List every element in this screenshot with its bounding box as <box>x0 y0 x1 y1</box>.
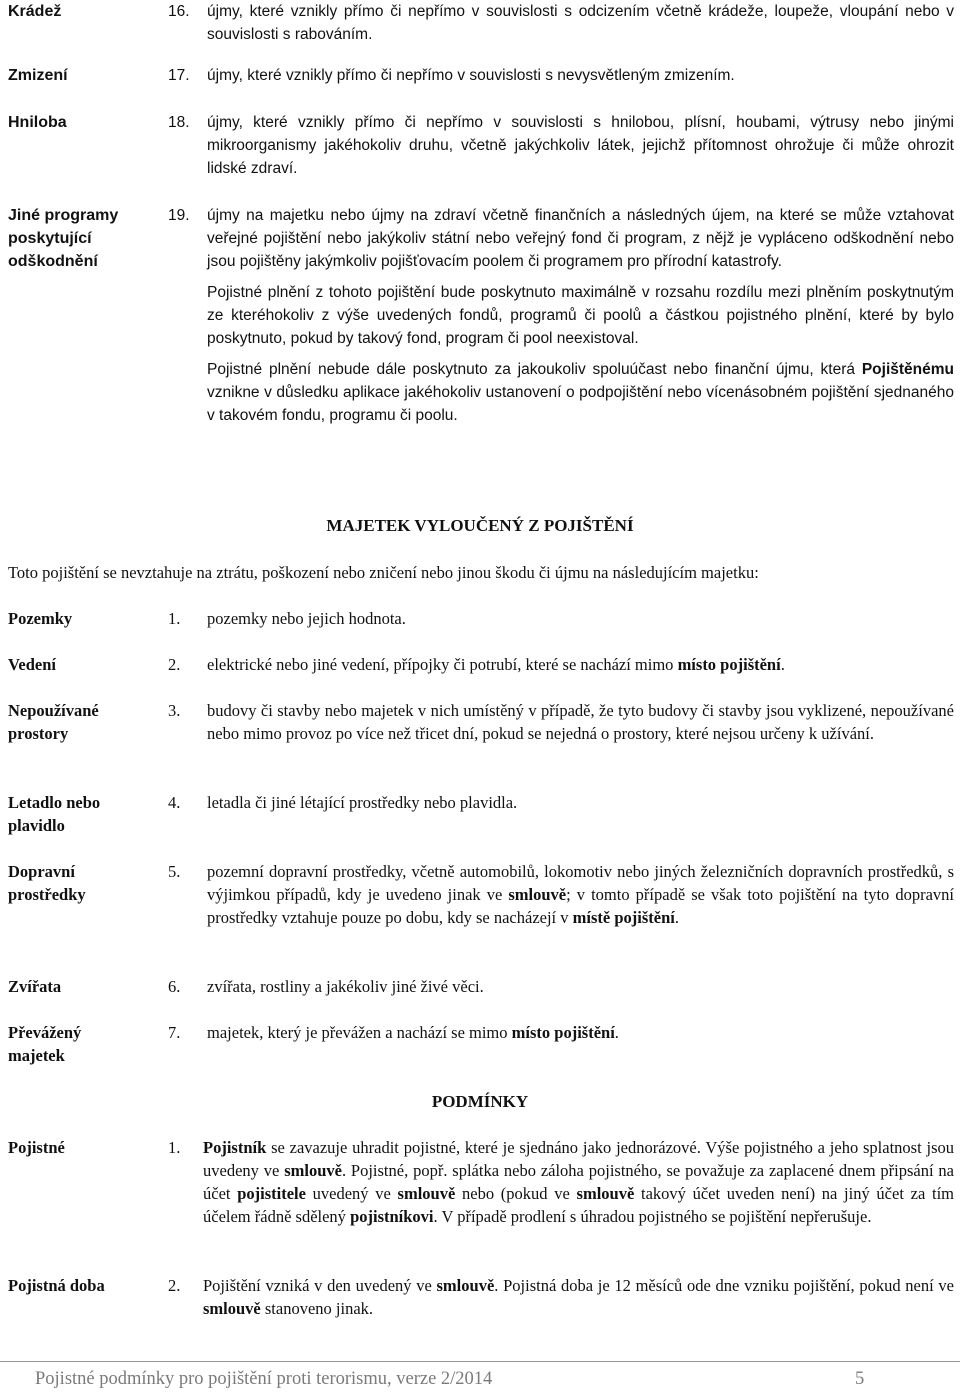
item-body <box>207 204 954 435</box>
item-text: letadla či jiné létající prostředky nebo plavidla. <box>207 793 518 812</box>
item-number: 3. <box>168 701 181 720</box>
defined-term: Pojistník <box>203 1138 267 1157</box>
text-run: nebo (pokud ve <box>455 1184 577 1203</box>
text-run: vznikne v důsledku aplikace jakéhokoliv ustanovení o podpojištění nebo vícenásobném pojištění sjednaného v takovém fondu, programu či poolu. <box>207 384 954 424</box>
item-label: Zvířata <box>8 977 62 996</box>
section-intro: Toto pojištění se nevztahuje na ztrátu, poškození nebo zničení nebo jinou škodu či újmu na následujícím majetku: <box>8 563 759 582</box>
item-text <box>207 653 954 676</box>
text-run: . V případě prodlení s úhradou pojistného se pojištění nepřerušuje. <box>433 1207 872 1226</box>
item-number: 18. <box>168 114 190 131</box>
defined-term: místě pojištění <box>572 908 675 927</box>
page-number: 5 <box>855 1369 865 1389</box>
text-run: . <box>674 908 679 927</box>
item-text: újmy, které vznikly přímo či nepřímo v souvislosti s hnilobou, plísní, houbami, výtrusy nebo jinými mikroorganismy jakéhokoliv druhu, včetně jakýchkoliv látek, jejichž přítomnost ohrožuje či může ohrozit lidské zdraví. <box>207 114 954 177</box>
paragraph: Pojistné plnění z tohoto pojištění bude poskytnuto maximálně v rozsahu rozdílu mezi plněním poskytnutým ze kteréhokoliv z výše uvedených fondů, programů či poolů a částkou pojistného plnění, které by bylo poskytnuto, pokud by takový fond, program či pool neexistoval. <box>207 284 954 347</box>
item-number: 6. <box>168 977 181 996</box>
item-label: Převážený majetek <box>8 1023 82 1065</box>
item-label: Pozemky <box>8 609 73 628</box>
item-text <box>203 1136 954 1228</box>
item-number: 16. <box>168 3 190 20</box>
text-run: Pojistné plnění nebude dále poskytnuto za jakoukoliv spoluúčast nebo finanční újmu, která <box>207 361 862 378</box>
text-run: . <box>780 655 785 674</box>
item-label: Nepoužívané prostory <box>8 701 99 743</box>
defined-term: smlouvě <box>284 1161 342 1180</box>
item-text: újmy, které vznikly přímo či nepřímo v souvislosti s odcizením včetně krádeže, loupeže, vloupání nebo v souvislosti s rabováním. <box>207 3 954 43</box>
defined-term: pojistníkovi <box>350 1207 434 1226</box>
defined-term: smlouvě <box>203 1299 261 1318</box>
item-number: 17. <box>168 67 190 84</box>
item-label: Vedení <box>8 655 56 674</box>
text-run: Pojištění vzniká v den uvedený ve <box>203 1276 437 1295</box>
defined-term: smlouvě <box>436 1276 495 1295</box>
section-heading: MAJETEK VYLOUČENÝ Z POJIŠTĚNÍ <box>326 516 634 535</box>
section-label: Krádež <box>8 3 62 20</box>
item-number: 7. <box>168 1023 181 1042</box>
defined-term: smlouvě <box>397 1184 456 1203</box>
paragraph: újmy na majetku nebo újmy na zdraví včetně finančních a následných újem, na které se může vztahovat veřejné pojištění nebo jakýkoliv státní nebo veřejný fond či program, z nějž je vypláceno odškodnění nebo jsou pojištěny jakýmkoliv pojišťovacím poolem či programem pro přírodní katastrofy. <box>207 207 954 270</box>
paragraph <box>207 358 954 427</box>
text-run: majetek, který je převážen a nachází se mimo <box>207 1023 512 1042</box>
text-run: stanoveno jinak. <box>260 1299 374 1318</box>
item-number: 2. <box>168 655 181 674</box>
defined-term: místo pojištění <box>677 655 781 674</box>
item-number: 19. <box>168 207 190 224</box>
item-number: 5. <box>168 862 181 881</box>
footer-title: Pojistné podmínky pro pojištění proti terorismu, verze 2/2014 <box>35 1369 493 1389</box>
section-heading: PODMÍNKY <box>431 1092 529 1111</box>
item-number: 4. <box>168 793 181 812</box>
defined-term: smlouvě <box>508 885 567 904</box>
text-run: se zavazuje uhradit pojistné, které je sjednáno jako jednorázové. Výše pojistného a jeho splatnost jsou uvedeny ve <box>203 1138 954 1180</box>
item-text <box>203 1274 954 1320</box>
text-run: . Pojistná doba je 12 měsíců ode dne vzniku pojištění, pokud není ve <box>494 1276 954 1295</box>
text-run: . Pojistné, popř. splátka nebo záloha pojistného, se považuje za zaplacené dnem připsání na účet <box>203 1161 954 1203</box>
defined-term: pojistitele <box>237 1184 306 1203</box>
item-text: újmy, které vznikly přímo či nepřímo v souvislosti s nevysvětleným zmizením. <box>207 67 735 84</box>
item-number: 1. <box>168 1138 181 1157</box>
item-text: pozemky nebo jejich hodnota. <box>207 609 406 628</box>
item-label: Pojistné <box>8 1138 65 1157</box>
footer-divider <box>0 1361 960 1362</box>
defined-term: smlouvě <box>576 1184 635 1203</box>
item-label: Letadlo nebo plavidlo <box>8 793 101 835</box>
item-label: Pojistná doba <box>8 1276 105 1295</box>
item-text: budovy či stavby nebo majetek v nich umístěný v případě, že tyto budovy či stavby jsou vyklizené, nepoužívané nebo mimo provoz po více než třicet dní, pokud se nejedná o prostory, které nejsou určeny k užívání. <box>207 701 954 743</box>
text-run: uvedený ve <box>305 1184 398 1203</box>
item-label: Dopravní prostředky <box>8 862 86 904</box>
section-label: Zmizení <box>8 67 68 84</box>
item-number: 2. <box>168 1276 181 1295</box>
text-run: ; v tomto případě se však toto pojištění na tyto dopravní prostředky vztahuje pouze po dobu, kdy se nacházejí v <box>207 885 954 927</box>
section-label: Jiné programy poskytující odškodnění <box>8 207 119 270</box>
defined-term: místo pojištění <box>511 1023 615 1042</box>
text-run: takový účet uveden není) na jiný účet za tím účelem řádně sdělený <box>203 1184 954 1226</box>
item-text <box>207 860 954 929</box>
item-number: 1. <box>168 609 181 628</box>
item-text <box>207 1021 954 1044</box>
defined-term: Pojištěnému <box>861 361 954 378</box>
text-run: elektrické nebo jiné vedení, přípojky či potrubí, které se nachází mimo <box>207 655 678 674</box>
text-run: pozemní dopravní prostředky, včetně automobilů, lokomotiv nebo jiných železničních dopravních prostředků, s výjimkou případů, kdy je uvedeno jinak ve <box>207 862 954 904</box>
item-text: zvířata, rostliny a jakékoliv jiné živé věci. <box>207 977 484 996</box>
text-run: . <box>614 1023 619 1042</box>
section-label: Hniloba <box>8 114 67 131</box>
